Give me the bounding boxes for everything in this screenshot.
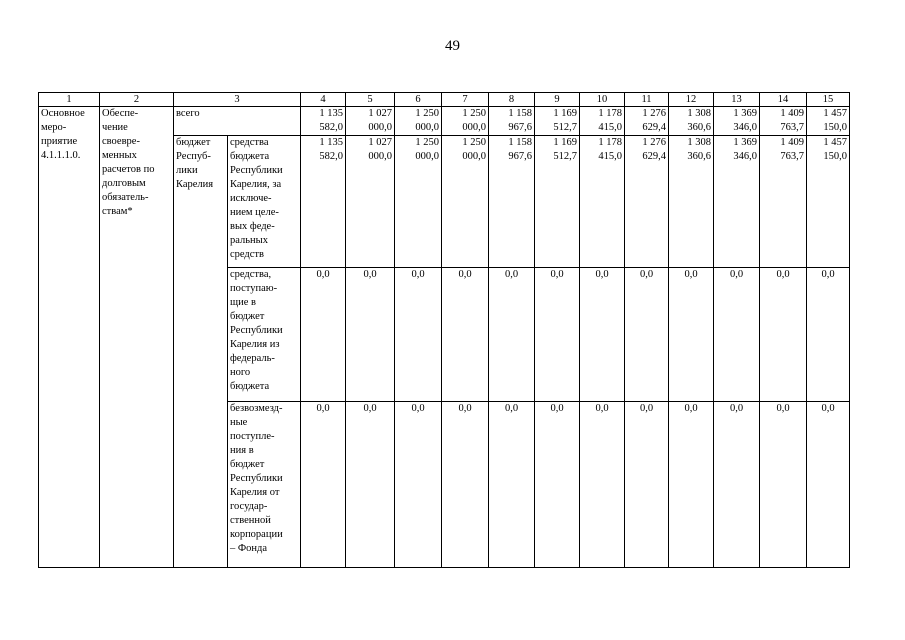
cell-text-line: менных bbox=[102, 150, 137, 161]
cell-text-line: 1 135 bbox=[319, 137, 343, 148]
value-cell bbox=[346, 136, 395, 268]
value-cell bbox=[760, 136, 807, 268]
cell-text-line: 000,0 bbox=[368, 151, 392, 162]
cell-text-line: 4.1.1.1.0. bbox=[41, 150, 81, 161]
purpose-cell bbox=[100, 107, 174, 568]
cell-text-line: вых феде- bbox=[230, 221, 275, 232]
source-label-cell bbox=[228, 268, 301, 402]
value-cell: 0,0 bbox=[760, 268, 807, 402]
cell-text-line: 150,0 bbox=[823, 151, 847, 162]
cell-text-line: 415,0 bbox=[598, 151, 622, 162]
cell-text-line: обязатель- bbox=[102, 192, 149, 203]
column-number-cell: 6 bbox=[395, 93, 442, 107]
header-number-row bbox=[39, 93, 850, 107]
column-number-cell: 7 bbox=[442, 93, 489, 107]
cell-text-line: Республики bbox=[230, 325, 283, 336]
column-number-cell: 11 bbox=[625, 93, 669, 107]
cell-text-line: 512,7 bbox=[553, 122, 577, 133]
cell-text-line: федераль- bbox=[230, 353, 275, 364]
cell-text-line: 1 158 bbox=[508, 137, 532, 148]
value-cell bbox=[807, 136, 850, 268]
cell-text-line: государ- bbox=[230, 501, 268, 512]
column-number-cell: 10 bbox=[580, 93, 625, 107]
cell-text-line: исключе- bbox=[230, 193, 272, 204]
value-cell bbox=[669, 107, 714, 136]
cell-text-line: ния в bbox=[230, 445, 254, 456]
value-cell: 0,0 bbox=[442, 402, 489, 568]
cell-text-line: расчетов по bbox=[102, 164, 155, 175]
cell-text-line: 1 178 bbox=[598, 137, 622, 148]
budget-label-cell bbox=[174, 136, 228, 568]
cell-text-line: 1 250 bbox=[415, 108, 439, 119]
page-number: 49 bbox=[445, 38, 460, 54]
value-cell: 0,0 bbox=[760, 402, 807, 568]
value-cell bbox=[301, 107, 346, 136]
table-row bbox=[39, 107, 850, 136]
source-label-cell bbox=[228, 402, 301, 568]
cell-text-line: 000,0 bbox=[415, 151, 439, 162]
cell-text-line: 360,6 bbox=[687, 122, 711, 133]
cell-text-line: 000,0 bbox=[462, 122, 486, 133]
cell-text-line: поступле- bbox=[230, 431, 275, 442]
column-number-cell: 3 bbox=[174, 93, 301, 107]
value-cell: 0,0 bbox=[535, 402, 580, 568]
value-cell: 0,0 bbox=[669, 402, 714, 568]
cell-text-line: 150,0 bbox=[823, 122, 847, 133]
cell-text-line: ственной bbox=[230, 515, 271, 526]
cell-text-line: 582,0 bbox=[319, 122, 343, 133]
value-cell bbox=[580, 107, 625, 136]
value-cell: 0,0 bbox=[489, 402, 535, 568]
cell-text-line: 000,0 bbox=[462, 151, 486, 162]
value-cell bbox=[346, 107, 395, 136]
value-cell: 0,0 bbox=[625, 268, 669, 402]
value-cell: 0,0 bbox=[395, 268, 442, 402]
cell-text-line: 346,0 bbox=[733, 122, 757, 133]
cell-text-line: Карелия, за bbox=[230, 179, 282, 190]
cell-text-line: ного bbox=[230, 367, 251, 378]
cell-text-line: 1 250 bbox=[415, 137, 439, 148]
cell-text-line: – Фонда bbox=[230, 543, 268, 554]
cell-text-line: щие в bbox=[230, 297, 256, 308]
value-cell bbox=[442, 136, 489, 268]
cell-text-line: 512,7 bbox=[553, 151, 577, 162]
cell-text-line: 1 457 bbox=[823, 137, 847, 148]
column-number-cell: 4 bbox=[301, 93, 346, 107]
value-cell: 0,0 bbox=[580, 268, 625, 402]
cell-text-line: бюджет bbox=[230, 311, 265, 322]
cell-text-line: 1 409 bbox=[780, 108, 804, 119]
value-cell: 0,0 bbox=[669, 268, 714, 402]
cell-text-line: меро- bbox=[41, 122, 67, 133]
cell-text-line: 763,7 bbox=[780, 151, 804, 162]
cell-text-line: 1 027 bbox=[368, 137, 392, 148]
cell-text-line: Основное bbox=[41, 108, 85, 119]
cell-text-line: бюджета bbox=[230, 151, 270, 162]
cell-text-line: 1 135 bbox=[319, 108, 343, 119]
value-cell: 0,0 bbox=[625, 402, 669, 568]
value-cell: 0,0 bbox=[442, 268, 489, 402]
value-cell bbox=[714, 136, 760, 268]
column-number-cell: 13 bbox=[714, 93, 760, 107]
value-cell bbox=[395, 107, 442, 136]
cell-text-line: 1 178 bbox=[598, 108, 622, 119]
source-label-cell bbox=[228, 136, 301, 268]
column-number-cell: 1 bbox=[39, 93, 100, 107]
value-cell: 0,0 bbox=[714, 402, 760, 568]
value-cell bbox=[625, 107, 669, 136]
value-cell: 0,0 bbox=[346, 402, 395, 568]
cell-text-line: Карелия из bbox=[230, 339, 280, 350]
value-cell bbox=[489, 136, 535, 268]
cell-text-line: 1 308 bbox=[687, 137, 711, 148]
value-cell bbox=[442, 107, 489, 136]
budget-table bbox=[38, 92, 850, 568]
cell-text-line: 967,6 bbox=[508, 151, 532, 162]
value-cell bbox=[625, 136, 669, 268]
cell-text-line: 629,4 bbox=[642, 151, 666, 162]
column-number-cell: 5 bbox=[346, 93, 395, 107]
value-cell bbox=[760, 107, 807, 136]
cell-text-line: ные bbox=[230, 417, 248, 428]
cell-text-line: поступаю- bbox=[230, 283, 278, 294]
total-label-cell: всего bbox=[174, 107, 301, 136]
value-cell bbox=[807, 107, 850, 136]
cell-text-line: Карелия bbox=[176, 179, 214, 190]
value-cell bbox=[714, 107, 760, 136]
value-cell: 0,0 bbox=[301, 268, 346, 402]
value-cell: 0,0 bbox=[489, 268, 535, 402]
cell-text-line: 1 158 bbox=[508, 108, 532, 119]
cell-text-line: 1 369 bbox=[733, 108, 757, 119]
cell-text-line: корпорации bbox=[230, 529, 283, 540]
value-cell bbox=[489, 107, 535, 136]
cell-text-line: 967,6 bbox=[508, 122, 532, 133]
activity-cell bbox=[39, 107, 100, 568]
cell-text-line: 1 027 bbox=[368, 108, 392, 119]
value-cell bbox=[535, 136, 580, 268]
cell-text-line: Респуб- bbox=[176, 151, 211, 162]
column-number-cell: 12 bbox=[669, 93, 714, 107]
value-cell bbox=[535, 107, 580, 136]
value-cell bbox=[301, 136, 346, 268]
cell-text-line: средства, bbox=[230, 269, 272, 280]
value-cell: 0,0 bbox=[395, 402, 442, 568]
cell-text-line: 000,0 bbox=[368, 122, 392, 133]
column-number-cell: 15 bbox=[807, 93, 850, 107]
value-cell: 0,0 bbox=[301, 402, 346, 568]
cell-text-line: 1 409 bbox=[780, 137, 804, 148]
value-cell: 0,0 bbox=[714, 268, 760, 402]
value-cell: 0,0 bbox=[580, 402, 625, 568]
cell-text-line: безвозмезд- bbox=[230, 403, 283, 414]
cell-text-line: нием целе- bbox=[230, 207, 279, 218]
cell-text-line: средств bbox=[230, 249, 264, 260]
cell-text-line: 1 369 bbox=[733, 137, 757, 148]
column-number-cell: 8 bbox=[489, 93, 535, 107]
cell-text-line: ствам* bbox=[102, 206, 133, 217]
cell-text-line: приятие bbox=[41, 136, 78, 147]
value-cell bbox=[580, 136, 625, 268]
cell-text-line: 582,0 bbox=[319, 151, 343, 162]
column-number-cell: 14 bbox=[760, 93, 807, 107]
cell-text-line: долговым bbox=[102, 178, 146, 189]
cell-text-line: 1 276 bbox=[642, 137, 666, 148]
cell-text-line: 763,7 bbox=[780, 122, 804, 133]
cell-text-line: Республики bbox=[230, 165, 283, 176]
cell-text-line: Обеспе- bbox=[102, 108, 139, 119]
cell-text-line: 000,0 bbox=[415, 122, 439, 133]
cell-text-line: бюджета bbox=[230, 381, 270, 392]
cell-text-line: бюджет bbox=[230, 459, 265, 470]
cell-text-line: 629,4 bbox=[642, 122, 666, 133]
value-cell bbox=[669, 136, 714, 268]
cell-text-line: 1 457 bbox=[823, 108, 847, 119]
cell-text-line: 1 250 bbox=[462, 137, 486, 148]
cell-text-line: чение bbox=[102, 122, 128, 133]
value-cell: 0,0 bbox=[535, 268, 580, 402]
cell-text-line: Республики bbox=[230, 473, 283, 484]
cell-text-line: Карелия от bbox=[230, 487, 280, 498]
value-cell: 0,0 bbox=[346, 268, 395, 402]
cell-text-line: лики bbox=[176, 165, 198, 176]
cell-text-line: своевре- bbox=[102, 136, 140, 147]
cell-text-line: 1 308 bbox=[687, 108, 711, 119]
value-cell: 0,0 bbox=[807, 268, 850, 402]
cell-text-line: 1 276 bbox=[642, 108, 666, 119]
value-cell: 0,0 bbox=[807, 402, 850, 568]
cell-text-line: 1 169 bbox=[553, 108, 577, 119]
column-number-cell: 9 bbox=[535, 93, 580, 107]
cell-text-line: 360,6 bbox=[687, 151, 711, 162]
cell-text-line: 346,0 bbox=[733, 151, 757, 162]
value-cell bbox=[395, 136, 442, 268]
cell-text-line: 415,0 bbox=[598, 122, 622, 133]
cell-text-line: средства bbox=[230, 137, 269, 148]
cell-text-line: бюджет bbox=[176, 137, 211, 148]
cell-text-line: ральных bbox=[230, 235, 268, 246]
cell-text-line: 1 250 bbox=[462, 108, 486, 119]
column-number-cell: 2 bbox=[100, 93, 174, 107]
cell-text-line: 1 169 bbox=[553, 137, 577, 148]
